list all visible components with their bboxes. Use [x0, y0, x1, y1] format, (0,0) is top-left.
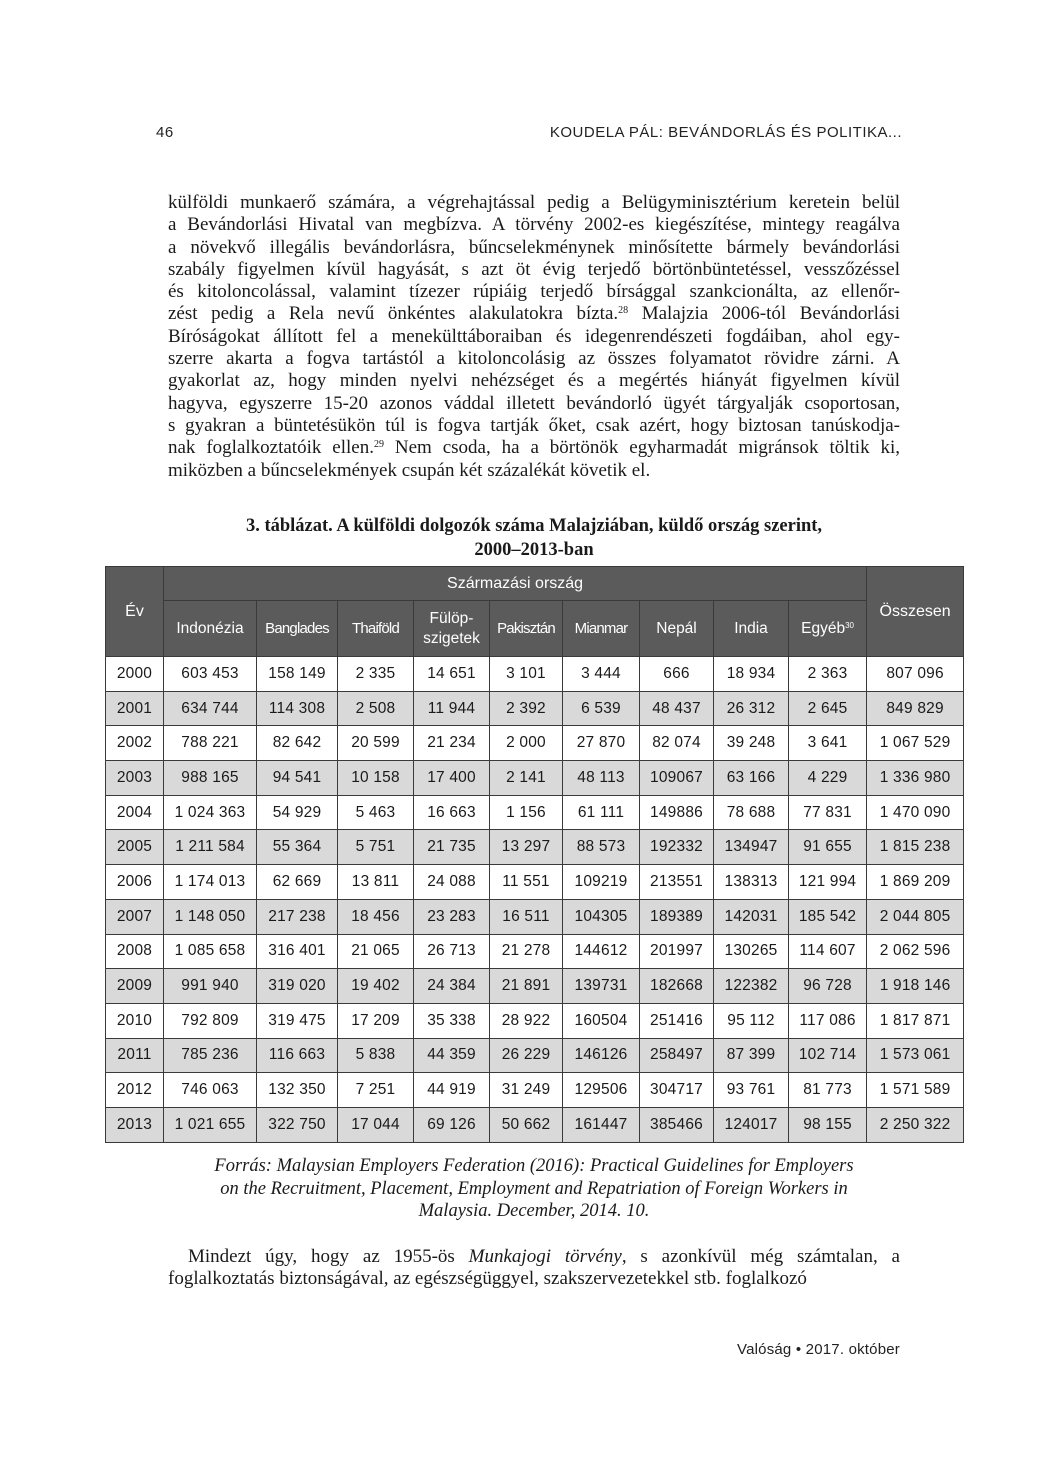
source-line: on the Recruitment, Placement, Employment and Repatriation of Foreign Workers in [220, 1178, 848, 1199]
value-cell: 13 297 [490, 830, 563, 865]
total-cell: 1 571 589 [867, 1073, 964, 1108]
value-cell: 182668 [640, 969, 714, 1004]
value-cell: 2 392 [490, 691, 563, 726]
text-line: hagyva, egyszerre 15-20 azonos váddal illetett bevándorló ügyét tárgyalják csoportosan, [168, 392, 900, 414]
value-cell: 146126 [563, 1038, 640, 1073]
value-cell: 21 065 [338, 934, 414, 969]
value-cell: 18 934 [714, 657, 789, 692]
value-cell: 603 453 [164, 657, 257, 692]
value-cell: 185 542 [789, 899, 867, 934]
value-cell: 319 020 [257, 969, 338, 1004]
value-cell: 746 063 [164, 1073, 257, 1108]
table-row [106, 726, 964, 761]
value-cell: 121 994 [789, 865, 867, 900]
value-cell: 16 663 [414, 795, 490, 830]
value-cell: 634 744 [164, 691, 257, 726]
text-line: külföldi munkaerő számára, a végrehajtással pedig a Belügyminisztérium keretein belül [168, 192, 900, 213]
total-cell: 1 470 090 [867, 795, 964, 830]
value-cell: 26 229 [490, 1038, 563, 1073]
year-cell: 2003 [106, 761, 164, 796]
table-row [106, 1107, 964, 1142]
year-cell: 2002 [106, 726, 164, 761]
value-cell: 11 551 [490, 865, 563, 900]
footnote-ref-29: 29 [373, 439, 384, 451]
year-cell: 2007 [106, 899, 164, 934]
table-row [106, 1038, 964, 1073]
value-cell: 160504 [563, 1003, 640, 1038]
text-line: gyakorlat az, hogy minden nyelvi nehézséget és a megértés hiányát figyelmen kívül [168, 370, 900, 392]
text-line: a Bevándorlási Hivatal van megbízva. A törvény 2002-es kiegészítése, mintegy reagálva [168, 214, 900, 236]
header-country: Mianmar [563, 601, 640, 657]
value-cell: 991 940 [164, 969, 257, 1004]
table-row [106, 795, 964, 830]
caption-line: 2000–2013-ban [474, 540, 594, 560]
value-cell: 82 074 [640, 726, 714, 761]
value-cell: 6 539 [563, 691, 640, 726]
foreign-workers-table [105, 566, 964, 1143]
value-cell: 124017 [714, 1107, 789, 1142]
year-cell: 2011 [106, 1038, 164, 1073]
value-cell: 1 021 655 [164, 1107, 257, 1142]
total-cell: 2 044 805 [867, 899, 964, 934]
value-cell: 44 359 [414, 1038, 490, 1073]
value-cell: 1 148 050 [164, 899, 257, 934]
value-cell: 16 511 [490, 899, 563, 934]
text-segment: , s azonkívül még számtalan, a foglalkoztatás biztonságával, az egészségüggyel, szakszervezetekkel stb. foglalkozó [168, 1246, 900, 1290]
value-cell: 217 238 [257, 899, 338, 934]
table-row [106, 761, 964, 796]
total-cell: 849 829 [867, 691, 964, 726]
text-line: szerre akarta a fogva tartástól a kitoloncolásig az összes folyamatot rövidre zárni. A [168, 348, 900, 370]
value-cell: 1 174 013 [164, 865, 257, 900]
year-cell: 2006 [106, 865, 164, 900]
value-cell: 50 662 [490, 1107, 563, 1142]
value-cell: 102 714 [789, 1038, 867, 1073]
value-cell: 130265 [714, 934, 789, 969]
header-country: Nepál [640, 601, 714, 657]
value-cell: 1 211 584 [164, 830, 257, 865]
value-cell: 13 811 [338, 865, 414, 900]
value-cell: 192332 [640, 830, 714, 865]
footnote-ref-30: 30 [845, 620, 854, 630]
value-cell: 21 234 [414, 726, 490, 761]
value-cell: 24 088 [414, 865, 490, 900]
text-segment: Nem csoda, ha a börtönök egyharmadát migránsok töltik ki, [383, 437, 900, 459]
text-segment: nak foglalkoztatóik ellen. [168, 437, 374, 459]
value-cell: 3 444 [563, 657, 640, 692]
value-cell: 94 541 [257, 761, 338, 796]
text-line: a növekvő illegális bevándorlásra, bűncselekménynek minősítette bármely bevándorlási [168, 236, 900, 258]
value-cell: 322 750 [257, 1107, 338, 1142]
header-year: Év [106, 567, 164, 657]
value-cell: 316 401 [257, 934, 338, 969]
value-cell: 21 278 [490, 934, 563, 969]
value-cell: 129506 [563, 1073, 640, 1108]
value-cell: 93 761 [714, 1073, 789, 1108]
value-cell: 96 728 [789, 969, 867, 1004]
header-total: Összesen [867, 567, 964, 657]
table-row [106, 899, 964, 934]
value-cell: 4 229 [789, 761, 867, 796]
value-cell: 2 508 [338, 691, 414, 726]
running-title: KOUDELA PÁL: BEVÁNDORLÁS ÉS POLITIKA... [549, 124, 902, 141]
value-cell: 114 607 [789, 934, 867, 969]
year-cell: 2013 [106, 1107, 164, 1142]
header-country: India [714, 601, 789, 657]
value-cell: 31 249 [490, 1073, 563, 1108]
table-caption [106, 514, 962, 562]
value-cell: 161447 [563, 1107, 640, 1142]
text-line [168, 303, 900, 325]
value-cell: 3 641 [789, 726, 867, 761]
value-cell: 2 335 [338, 657, 414, 692]
value-cell: 158 149 [257, 657, 338, 692]
value-cell: 189389 [640, 899, 714, 934]
value-cell: 7 251 [338, 1073, 414, 1108]
table-row [106, 934, 964, 969]
value-cell: 132 350 [257, 1073, 338, 1108]
value-cell: 54 929 [257, 795, 338, 830]
value-cell: 87 399 [714, 1038, 789, 1073]
value-cell: 98 155 [789, 1107, 867, 1142]
value-cell: 304717 [640, 1073, 714, 1108]
total-cell: 1 918 146 [867, 969, 964, 1004]
value-cell: 201997 [640, 934, 714, 969]
value-cell: 2 000 [490, 726, 563, 761]
text-line: miközben a bűncselekmények csupán két százalékát követik el. [168, 459, 651, 481]
value-cell: 251416 [640, 1003, 714, 1038]
value-cell: 26 312 [714, 691, 789, 726]
value-cell: 18 456 [338, 899, 414, 934]
value-cell: 5 751 [338, 830, 414, 865]
footnote-ref-28: 28 [618, 305, 629, 317]
value-cell: 122382 [714, 969, 789, 1004]
value-cell: 144612 [563, 934, 640, 969]
value-cell: 17 209 [338, 1003, 414, 1038]
total-cell: 1 815 238 [867, 830, 964, 865]
value-cell: 55 364 [257, 830, 338, 865]
value-cell: 319 475 [257, 1003, 338, 1038]
source-line: Forrás: Malaysian Employers Federation (2016): Practical Guidelines for Employers [214, 1156, 854, 1176]
year-cell: 2000 [106, 657, 164, 692]
body-paragraph-2 [168, 1246, 900, 1291]
value-cell: 35 338 [414, 1003, 490, 1038]
value-cell: 788 221 [164, 726, 257, 761]
total-cell: 807 096 [867, 657, 964, 692]
value-cell: 3 101 [490, 657, 563, 692]
value-cell: 23 283 [414, 899, 490, 934]
value-cell: 117 086 [789, 1003, 867, 1038]
header-origin-country: Származási ország [164, 567, 867, 601]
value-cell: 792 809 [164, 1003, 257, 1038]
text-segment: Malajzia 2006-tól Bevándorlási [628, 303, 900, 325]
value-cell: 26 713 [414, 934, 490, 969]
table-row [106, 865, 964, 900]
text-line [168, 437, 900, 459]
value-cell: 10 158 [338, 761, 414, 796]
header-line: szigetek [423, 629, 480, 647]
value-cell: 385466 [640, 1107, 714, 1142]
value-cell: 2 645 [789, 691, 867, 726]
total-cell: 1 573 061 [867, 1038, 964, 1073]
value-cell: 39 248 [714, 726, 789, 761]
caption-line: 3. táblázat. A külföldi dolgozók száma Malajziában, küldő ország szerint, [245, 516, 823, 536]
value-cell: 61 111 [563, 795, 640, 830]
header-country [789, 601, 867, 657]
value-cell: 11 944 [414, 691, 490, 726]
text-line: s gyakran a büntetésükön túl is fogva tartják őket, csak azért, hogy biztosan tanúskodja- [168, 414, 900, 436]
value-cell: 82 642 [257, 726, 338, 761]
text-line: Bíróságokat állított fel a menekülttáboraiban és idegenrendészeti fogdáiban, ahol egy- [168, 325, 900, 347]
value-cell: 109067 [640, 761, 714, 796]
value-cell: 138313 [714, 865, 789, 900]
value-cell: 81 773 [789, 1073, 867, 1108]
table-row [106, 969, 964, 1004]
table-row [106, 657, 964, 692]
value-cell: 988 165 [164, 761, 257, 796]
value-cell: 5 463 [338, 795, 414, 830]
value-cell: 1 024 363 [164, 795, 257, 830]
value-cell: 21 891 [490, 969, 563, 1004]
table-row [106, 691, 964, 726]
year-cell: 2012 [106, 1073, 164, 1108]
value-cell: 2 363 [789, 657, 867, 692]
value-cell: 5 838 [338, 1038, 414, 1073]
value-cell: 69 126 [414, 1107, 490, 1142]
value-cell: 44 919 [414, 1073, 490, 1108]
year-cell: 2009 [106, 969, 164, 1004]
value-cell: 149886 [640, 795, 714, 830]
total-cell: 1 067 529 [867, 726, 964, 761]
value-cell: 24 384 [414, 969, 490, 1004]
value-cell: 48 113 [563, 761, 640, 796]
value-cell: 88 573 [563, 830, 640, 865]
value-cell: 91 655 [789, 830, 867, 865]
table-source [168, 1155, 900, 1223]
table-row [106, 1003, 964, 1038]
law-title: Munkajogi törvény [468, 1246, 622, 1267]
year-cell: 2004 [106, 795, 164, 830]
journal-footer: Valóság • 2017. október [736, 1341, 900, 1358]
year-cell: 2010 [106, 1003, 164, 1038]
text-segment: Mindezt úgy, hogy az 1955-ös [188, 1246, 469, 1267]
year-cell: 2008 [106, 934, 164, 969]
value-cell: 17 400 [414, 761, 490, 796]
value-cell: 114 308 [257, 691, 338, 726]
value-cell: 17 044 [338, 1107, 414, 1142]
year-cell: 2005 [106, 830, 164, 865]
value-cell: 258497 [640, 1038, 714, 1073]
total-cell: 1 869 209 [867, 865, 964, 900]
value-cell: 666 [640, 657, 714, 692]
text-segment: zést pedig a Rela nevű önkéntes alakulatokra bízta. [168, 303, 619, 325]
value-cell: 14 651 [414, 657, 490, 692]
value-cell: 109219 [563, 865, 640, 900]
total-cell: 1 817 871 [867, 1003, 964, 1038]
value-cell: 27 870 [563, 726, 640, 761]
value-cell: 134947 [714, 830, 789, 865]
text-line: szabály figyelmen kívül hagyását, s azt öt évig terjedő börtönbüntetéssel, vesszőzéssel [168, 258, 900, 280]
value-cell: 21 735 [414, 830, 490, 865]
page-number: 46 [156, 124, 174, 141]
header-country [414, 601, 490, 657]
value-cell: 213551 [640, 865, 714, 900]
body-paragraph-1 [168, 192, 900, 482]
value-cell: 63 166 [714, 761, 789, 796]
table-row [106, 1073, 964, 1108]
value-cell: 142031 [714, 899, 789, 934]
header-country: Pakisztán [490, 601, 563, 657]
value-cell: 1 085 658 [164, 934, 257, 969]
header-label: Egyéb [801, 619, 846, 637]
value-cell: 2 141 [490, 761, 563, 796]
value-cell: 77 831 [789, 795, 867, 830]
value-cell: 139731 [563, 969, 640, 1004]
value-cell: 785 236 [164, 1038, 257, 1073]
value-cell: 95 112 [714, 1003, 789, 1038]
value-cell: 62 669 [257, 865, 338, 900]
value-cell: 20 599 [338, 726, 414, 761]
value-cell: 104305 [563, 899, 640, 934]
source-line: Malaysia. December, 2014. 10. [418, 1201, 650, 1221]
table-row [106, 830, 964, 865]
value-cell: 28 922 [490, 1003, 563, 1038]
header-line: Fülöp- [429, 609, 474, 627]
value-cell: 1 156 [490, 795, 563, 830]
header-country: Thaiföld [338, 601, 414, 657]
total-cell: 1 336 980 [867, 761, 964, 796]
header-country: Indonézia [164, 601, 257, 657]
header-country: Banglades [257, 601, 338, 657]
value-cell: 78 688 [714, 795, 789, 830]
total-cell: 2 250 322 [867, 1107, 964, 1142]
value-cell: 19 402 [338, 969, 414, 1004]
total-cell: 2 062 596 [867, 934, 964, 969]
year-cell: 2001 [106, 691, 164, 726]
value-cell: 48 437 [640, 691, 714, 726]
text-line: és kitoloncolással, valamint tízezer rúpiáig terjedő bírsággal szankcionálta, az ellenőr- [168, 281, 900, 303]
value-cell: 116 663 [257, 1038, 338, 1073]
